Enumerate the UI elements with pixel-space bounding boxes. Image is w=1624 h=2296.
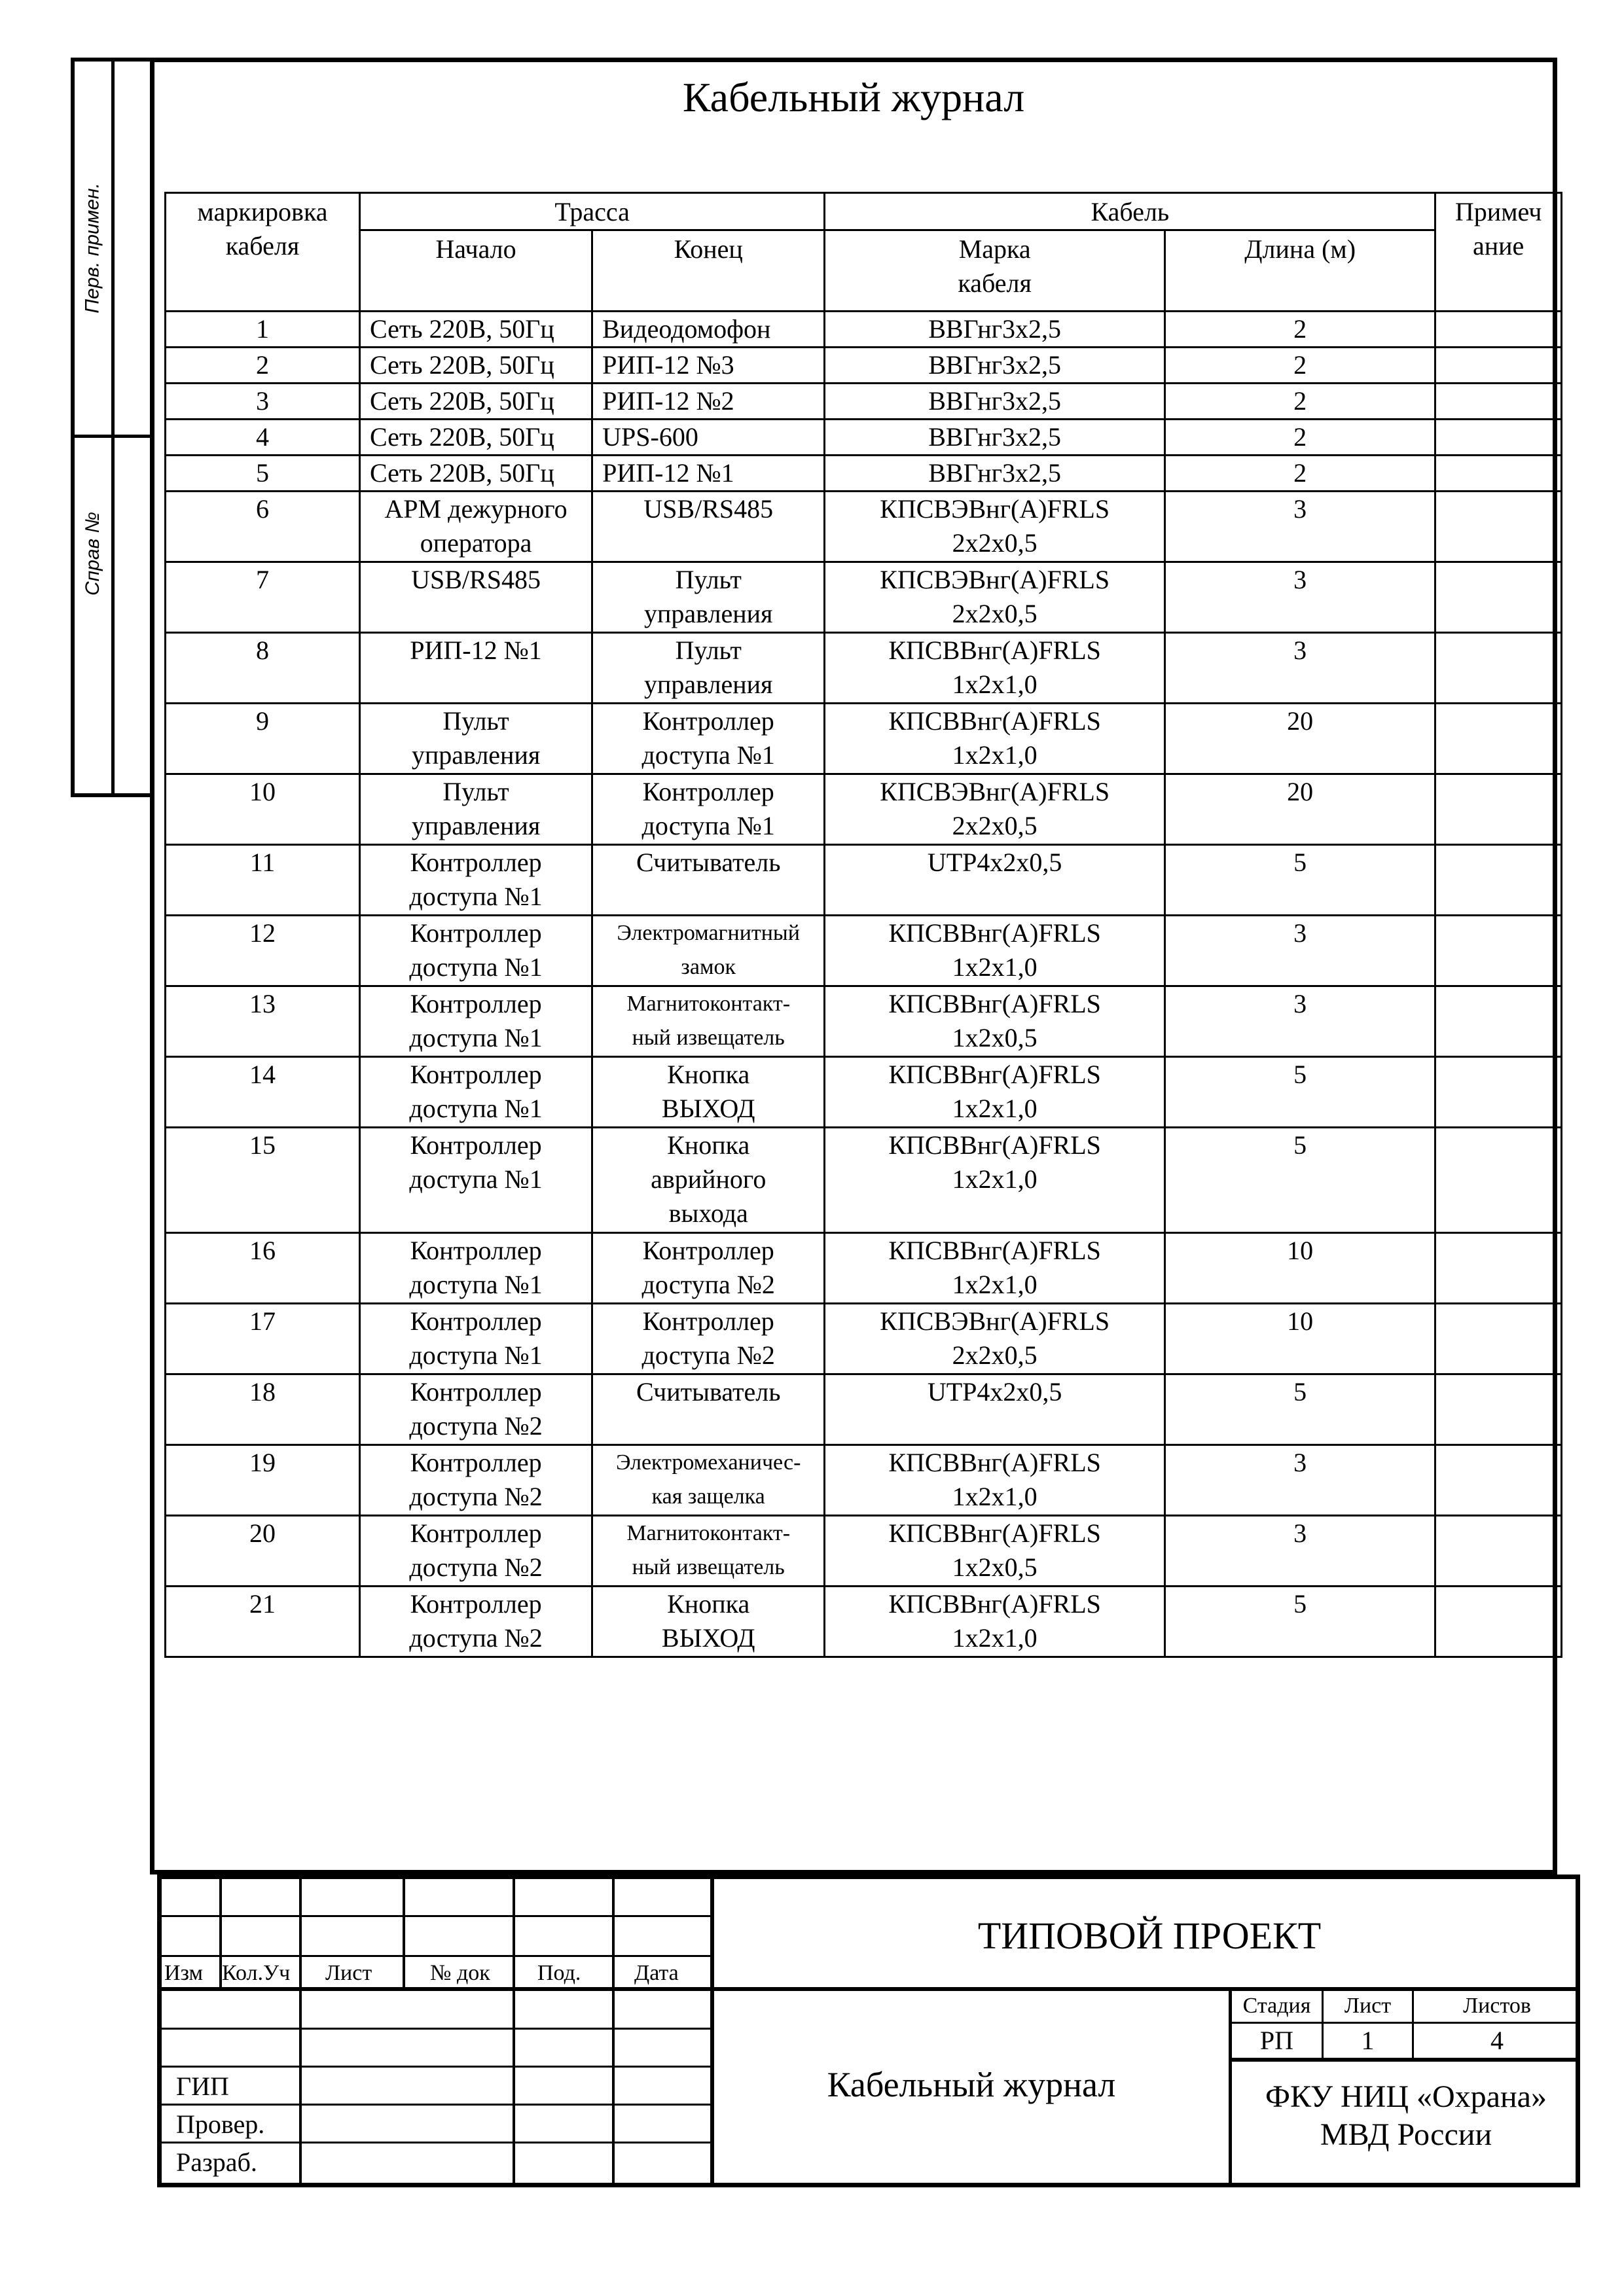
col-pod: Под. <box>537 1961 581 1985</box>
cell-end <box>592 1128 825 1233</box>
table-row <box>166 1445 1562 1516</box>
cell-note <box>1435 456 1562 492</box>
cell-start-line: Контроллер <box>410 989 542 1018</box>
first-use-label: Перв. примен. <box>82 183 104 314</box>
cell-start-line: Контроллер <box>410 1306 542 1336</box>
cell-start-line: Сеть 220В, 50Гц <box>369 422 554 452</box>
cell-start-line: АРМ дежурного <box>384 494 568 524</box>
cell-len: 2 <box>1164 348 1435 384</box>
cell-end-line: аврийного <box>651 1164 767 1194</box>
cell-start-line: доступа №2 <box>409 1482 543 1511</box>
table-row <box>166 562 1562 633</box>
cell-start <box>359 1128 592 1233</box>
header-note <box>1435 193 1562 312</box>
cell-brand <box>825 704 1165 774</box>
cell-n: 3 <box>166 384 360 420</box>
cell-brand-line: КПСВВнг(А)FRLS <box>888 1589 1101 1619</box>
cell-note <box>1435 1516 1562 1587</box>
cell-start-line: доступа №2 <box>409 1411 543 1441</box>
cell-end <box>592 986 825 1057</box>
cell-end <box>592 492 825 562</box>
cell-n: 21 <box>166 1587 360 1657</box>
table-row <box>166 384 1562 420</box>
cell-brand-line: КПСВВнг(А)FRLS <box>888 1060 1101 1089</box>
col-doc: № док <box>430 1961 490 1985</box>
cell-start-line: управления <box>411 811 541 840</box>
cell-len: 2 <box>1164 384 1435 420</box>
cell-start-line: доступа №1 <box>409 1094 543 1123</box>
cell-note <box>1435 916 1562 986</box>
cell-start-line: доступа №1 <box>409 1164 543 1194</box>
cell-n: 10 <box>166 774 360 845</box>
cell-len: 20 <box>1164 774 1435 845</box>
table-row <box>166 845 1562 916</box>
table-row <box>166 492 1562 562</box>
cell-end <box>592 1445 825 1516</box>
project-title: ТИПОВОЙ ПРОЕКТ <box>977 1914 1322 1957</box>
stage-value: РП <box>1259 2026 1294 2055</box>
cell-brand-line: 1х2х1,0 <box>952 1270 1038 1299</box>
org-line-1: ФКУ НИЦ «Охрана» <box>1265 2079 1547 2114</box>
cell-brand-line: КПСВЭВнг(А)FRLS <box>880 777 1110 806</box>
cell-start-line: доступа №1 <box>409 882 543 911</box>
cell-brand <box>825 1587 1165 1657</box>
cell-brand <box>825 916 1165 986</box>
cell-start <box>359 916 592 986</box>
cell-brand-line: КПСВВнг(А)FRLS <box>888 1236 1101 1265</box>
cell-end <box>592 1057 825 1128</box>
cell-end <box>592 774 825 845</box>
cell-end-line: Электромагнитный <box>617 921 800 945</box>
cell-end-line: Контроллер <box>642 1236 774 1265</box>
ref-no-label: Справ № <box>82 511 103 596</box>
table-row <box>166 312 1562 348</box>
header-route: Трасса <box>359 193 824 230</box>
cell-end-line: Кнопка <box>667 1060 750 1089</box>
cell-brand-line: 1х2х1,0 <box>952 952 1038 982</box>
cell-start <box>359 774 592 845</box>
cell-start-line: Пульт <box>442 777 509 806</box>
cell-note <box>1435 1057 1562 1128</box>
table-row <box>166 916 1562 986</box>
cell-n: 2 <box>166 348 360 384</box>
cell-end <box>592 562 825 633</box>
cell-brand-line: ВВГнг3х2,5 <box>928 350 1062 380</box>
cell-n: 18 <box>166 1374 360 1445</box>
cell-end-line: Считыватель <box>636 1377 781 1407</box>
cell-note <box>1435 986 1562 1057</box>
header-brand <box>825 230 1165 312</box>
cell-note <box>1435 492 1562 562</box>
cell-start-line: Контроллер <box>410 1130 542 1160</box>
table-row <box>166 348 1562 384</box>
cell-len: 5 <box>1164 1374 1435 1445</box>
cell-end-line: доступа №1 <box>641 811 775 840</box>
cell-note <box>1435 1128 1562 1233</box>
cell-brand-line: 2х2х0,5 <box>952 1340 1038 1370</box>
cell-n: 8 <box>166 633 360 704</box>
cell-note <box>1435 1233 1562 1304</box>
table-row <box>166 704 1562 774</box>
cell-start-line: Контроллер <box>410 1589 542 1619</box>
cell-end-line: доступа №2 <box>641 1270 775 1299</box>
header-cable: Кабель <box>825 193 1435 230</box>
cell-start <box>359 845 592 916</box>
cell-len: 3 <box>1164 633 1435 704</box>
cell-end-line: Считыватель <box>636 848 781 877</box>
cell-end-line: Контроллер <box>642 706 774 736</box>
cell-brand <box>825 1445 1165 1516</box>
role-gip: ГИП <box>176 2072 229 2101</box>
cell-note <box>1435 562 1562 633</box>
cell-brand-line: КПСВВнг(А)FRLS <box>888 1130 1101 1160</box>
cell-end-line: кая защелка <box>651 1484 765 1509</box>
cell-brand-line: КПСВВнг(А)FRLS <box>888 706 1101 736</box>
cell-start-line: USB/RS485 <box>411 565 541 594</box>
cell-brand <box>825 420 1165 456</box>
cell-end-line: Магнитоконтакт- <box>626 1521 791 1545</box>
table-row <box>166 1233 1562 1304</box>
cell-len: 3 <box>1164 492 1435 562</box>
cell-end-line: ВЫХОД <box>661 1623 755 1653</box>
cell-end-line: Кнопка <box>667 1130 750 1160</box>
cell-note <box>1435 348 1562 384</box>
cell-end <box>592 1304 825 1374</box>
table-row <box>166 1587 1562 1657</box>
cell-end-line: РИП-12 №2 <box>602 386 734 416</box>
header-note-text: Примечание <box>1454 197 1542 260</box>
cell-start <box>359 1516 592 1587</box>
cell-end-line: Кнопка <box>667 1589 750 1619</box>
role-check: Провер. <box>176 2109 265 2139</box>
cell-start <box>359 312 592 348</box>
sheet-title: Кабельный журнал <box>827 2065 1116 2104</box>
cell-end-line: Пульт <box>675 636 742 665</box>
cell-brand-line: 2х2х0,5 <box>952 599 1038 628</box>
cell-brand-line: ВВГнг3х2,5 <box>928 314 1062 344</box>
cell-end <box>592 348 825 384</box>
cell-start-line: доступа №1 <box>409 952 543 982</box>
cell-note <box>1435 774 1562 845</box>
cell-start-line: Сеть 220В, 50Гц <box>369 458 554 488</box>
header-marking-text <box>168 195 357 263</box>
cell-end <box>592 704 825 774</box>
cell-start-line: доступа №2 <box>409 1552 543 1582</box>
cell-brand-line: 1х2х0,5 <box>952 1023 1038 1052</box>
cell-start <box>359 1304 592 1374</box>
cell-brand <box>825 492 1165 562</box>
cell-end-line: РИП-12 №3 <box>602 350 734 380</box>
cell-note <box>1435 1587 1562 1657</box>
cell-brand <box>825 348 1165 384</box>
cell-len: 3 <box>1164 1516 1435 1587</box>
cell-start <box>359 633 592 704</box>
cell-len: 5 <box>1164 1057 1435 1128</box>
cell-brand <box>825 1516 1165 1587</box>
header-start: Начало <box>359 230 592 312</box>
cell-len: 5 <box>1164 845 1435 916</box>
table-row <box>166 633 1562 704</box>
cell-n: 14 <box>166 1057 360 1128</box>
page-title: Кабельный журнал <box>682 74 1025 120</box>
table-row <box>166 420 1562 456</box>
cell-start <box>359 986 592 1057</box>
cell-len: 3 <box>1164 916 1435 986</box>
cell-brand-line: 2х2х0,5 <box>952 811 1038 840</box>
cell-start-line: Контроллер <box>410 1377 542 1407</box>
sheet-label: Лист <box>1344 1994 1392 2018</box>
cell-end-line: выхода <box>668 1198 748 1228</box>
cell-end <box>592 1374 825 1445</box>
cell-len: 5 <box>1164 1128 1435 1233</box>
role-dev: Разраб. <box>176 2147 257 2177</box>
cell-brand-line: 1х2х1,0 <box>952 1482 1038 1511</box>
cell-brand-line: КПСВЭВнг(А)FRLS <box>880 1306 1110 1336</box>
cell-len: 5 <box>1164 1587 1435 1657</box>
cell-start-line: доступа №1 <box>409 1270 543 1299</box>
cell-start-line: управления <box>411 740 541 770</box>
cell-end-line: управления <box>643 670 773 699</box>
cell-n: 19 <box>166 1445 360 1516</box>
cell-end <box>592 633 825 704</box>
side-strip <box>71 58 150 797</box>
cell-brand <box>825 562 1165 633</box>
cell-start <box>359 1233 592 1304</box>
cell-n: 4 <box>166 420 360 456</box>
header-length: Длина (м) <box>1164 230 1435 312</box>
cell-len: 10 <box>1164 1304 1435 1374</box>
cell-start-line: Контроллер <box>410 1236 542 1265</box>
cell-end-line: ный извещатель <box>632 1026 785 1050</box>
cell-end <box>592 1587 825 1657</box>
cell-brand-line: 1х2х1,0 <box>952 1094 1038 1123</box>
cell-n: 6 <box>166 492 360 562</box>
cell-start <box>359 1445 592 1516</box>
sheets-value: 4 <box>1490 2026 1504 2055</box>
header-marking-line: кабеля <box>225 231 300 260</box>
cell-brand-line: КПСВВнг(А)FRLS <box>888 1518 1101 1548</box>
cell-start-line: Контроллер <box>410 918 542 948</box>
cell-n: 20 <box>166 1516 360 1587</box>
cell-n: 12 <box>166 916 360 986</box>
cell-end-line: Видеодомофон <box>602 314 771 344</box>
sheets-label: Листов <box>1463 1994 1531 2018</box>
cell-n: 16 <box>166 1233 360 1304</box>
cell-brand <box>825 1057 1165 1128</box>
cell-start-line: Пульт <box>442 706 509 736</box>
cell-brand-line: ВВГнг3х2,5 <box>928 458 1062 488</box>
cell-len: 3 <box>1164 562 1435 633</box>
cell-brand <box>825 845 1165 916</box>
cell-n: 1 <box>166 312 360 348</box>
cell-note <box>1435 420 1562 456</box>
cell-note <box>1435 704 1562 774</box>
cell-brand <box>825 384 1165 420</box>
col-date: Дата <box>634 1961 679 1985</box>
header-marking-line: маркировка <box>197 197 328 226</box>
cell-start-line: Сеть 220В, 50Гц <box>369 350 554 380</box>
cell-brand-line: КПСВВнг(А)FRLS <box>888 636 1101 665</box>
col-izm: Изм <box>164 1961 204 1985</box>
cell-brand-line: ВВГнг3х2,5 <box>928 386 1062 416</box>
cell-note <box>1435 1374 1562 1445</box>
cell-start-line: Контроллер <box>410 1060 542 1089</box>
cable-table <box>164 192 1562 1658</box>
col-list: Лист <box>325 1961 372 1985</box>
cell-end-line: доступа №2 <box>641 1340 775 1370</box>
cell-brand-line: UTP4х2х0,5 <box>927 1377 1062 1407</box>
cell-brand <box>825 774 1165 845</box>
table-row <box>166 1516 1562 1587</box>
cell-note <box>1435 845 1562 916</box>
cell-note <box>1435 384 1562 420</box>
cell-brand-line: UTP4х2х0,5 <box>927 848 1062 877</box>
table-row <box>166 986 1562 1057</box>
cell-brand-line: 1х2х1,0 <box>952 670 1038 699</box>
cell-start <box>359 1057 592 1128</box>
cell-note <box>1435 312 1562 348</box>
cell-brand-line: КПСВЭВнг(А)FRLS <box>880 494 1110 524</box>
cell-start-line: Сеть 220В, 50Гц <box>369 386 554 416</box>
cell-brand-line: КПСВЭВнг(А)FRLS <box>880 565 1110 594</box>
cell-start-line: доступа №2 <box>409 1623 543 1653</box>
cell-brand <box>825 1128 1165 1233</box>
cell-start <box>359 492 592 562</box>
header-brand-text: Марка кабеля <box>958 234 1032 298</box>
cell-brand <box>825 1233 1165 1304</box>
sheet-value: 1 <box>1361 2026 1375 2055</box>
cell-brand <box>825 633 1165 704</box>
cell-len: 10 <box>1164 1233 1435 1304</box>
title-block <box>157 1874 1580 2187</box>
cell-start <box>359 1374 592 1445</box>
cell-brand <box>825 456 1165 492</box>
cell-brand-line: КПСВВнг(А)FRLS <box>888 989 1101 1018</box>
cell-end-line: UPS-600 <box>602 422 698 452</box>
cell-brand-line: КПСВВнг(А)FRLS <box>888 918 1101 948</box>
cell-n: 17 <box>166 1304 360 1374</box>
cell-start-line: Контроллер <box>410 848 542 877</box>
cell-note <box>1435 1445 1562 1516</box>
cell-n: 11 <box>166 845 360 916</box>
cell-end-line: замок <box>681 955 736 979</box>
cell-brand-line: 1х2х1,0 <box>952 1164 1038 1194</box>
cell-start <box>359 348 592 384</box>
cell-len: 2 <box>1164 420 1435 456</box>
cell-brand-line: 2х2х0,5 <box>952 528 1038 558</box>
cell-len: 3 <box>1164 986 1435 1057</box>
cell-end <box>592 420 825 456</box>
cell-brand <box>825 1374 1165 1445</box>
org-line-2: МВД России <box>1320 2117 1492 2152</box>
cell-end-line: доступа №1 <box>641 740 775 770</box>
cell-brand <box>825 1304 1165 1374</box>
cell-end-line: управления <box>643 599 773 628</box>
cell-start-line: Контроллер <box>410 1518 542 1548</box>
cell-end-line: USB/RS485 <box>643 494 774 524</box>
cell-note <box>1435 633 1562 704</box>
cell-len: 20 <box>1164 704 1435 774</box>
cell-n: 5 <box>166 456 360 492</box>
cell-start <box>359 420 592 456</box>
cell-start <box>359 384 592 420</box>
cell-start <box>359 456 592 492</box>
cell-start <box>359 562 592 633</box>
cell-end-line: Контроллер <box>642 777 774 806</box>
cell-end <box>592 1233 825 1304</box>
cell-start <box>359 704 592 774</box>
cell-end <box>592 456 825 492</box>
cell-start-line: Сеть 220В, 50Гц <box>369 314 554 344</box>
header-end: Конец <box>592 230 825 312</box>
table-row <box>166 774 1562 845</box>
cell-note <box>1435 1304 1562 1374</box>
cell-n: 7 <box>166 562 360 633</box>
cell-brand-line: 1х2х1,0 <box>952 1623 1038 1653</box>
cell-n: 9 <box>166 704 360 774</box>
cell-start-line: оператора <box>420 528 532 558</box>
cell-end-line: ВЫХОД <box>661 1094 755 1123</box>
cell-brand <box>825 986 1165 1057</box>
cell-brand-line: 1х2х1,0 <box>952 740 1038 770</box>
cell-brand-line: КПСВВнг(А)FRLS <box>888 1448 1101 1477</box>
cell-end-line: РИП-12 №1 <box>602 458 734 488</box>
cell-end <box>592 384 825 420</box>
cell-end-line: Магнитоконтакт- <box>626 992 791 1016</box>
cell-len: 2 <box>1164 456 1435 492</box>
cell-start-line: доступа №1 <box>409 1340 543 1370</box>
stage-label: Стадия <box>1242 1994 1311 2018</box>
cell-brand-line: 1х2х0,5 <box>952 1552 1038 1582</box>
cell-end-line: ный извещатель <box>632 1555 785 1579</box>
cell-end-line: Контроллер <box>642 1306 774 1336</box>
table-row <box>166 1304 1562 1374</box>
cell-brand-line: ВВГнг3х2,5 <box>928 422 1062 452</box>
cell-start <box>359 1587 592 1657</box>
cell-n: 13 <box>166 986 360 1057</box>
cell-start-line: Контроллер <box>410 1448 542 1477</box>
cell-start-line: доступа №1 <box>409 1023 543 1052</box>
table-row <box>166 456 1562 492</box>
cable-rows <box>166 312 1562 1657</box>
table-row <box>166 1374 1562 1445</box>
cell-end <box>592 1516 825 1587</box>
header-marking <box>166 193 360 312</box>
cell-end <box>592 916 825 986</box>
cell-end-line: Электромеханичес- <box>616 1450 801 1475</box>
cell-end <box>592 312 825 348</box>
cell-brand <box>825 312 1165 348</box>
cell-n: 15 <box>166 1128 360 1233</box>
cell-start-line: РИП-12 №1 <box>410 636 542 665</box>
cell-len: 3 <box>1164 1445 1435 1516</box>
col-kol: Кол.Уч <box>222 1961 291 1985</box>
cell-len: 2 <box>1164 312 1435 348</box>
cell-end <box>592 845 825 916</box>
table-row <box>166 1057 1562 1128</box>
table-row <box>166 1128 1562 1233</box>
cell-end-line: Пульт <box>675 565 742 594</box>
